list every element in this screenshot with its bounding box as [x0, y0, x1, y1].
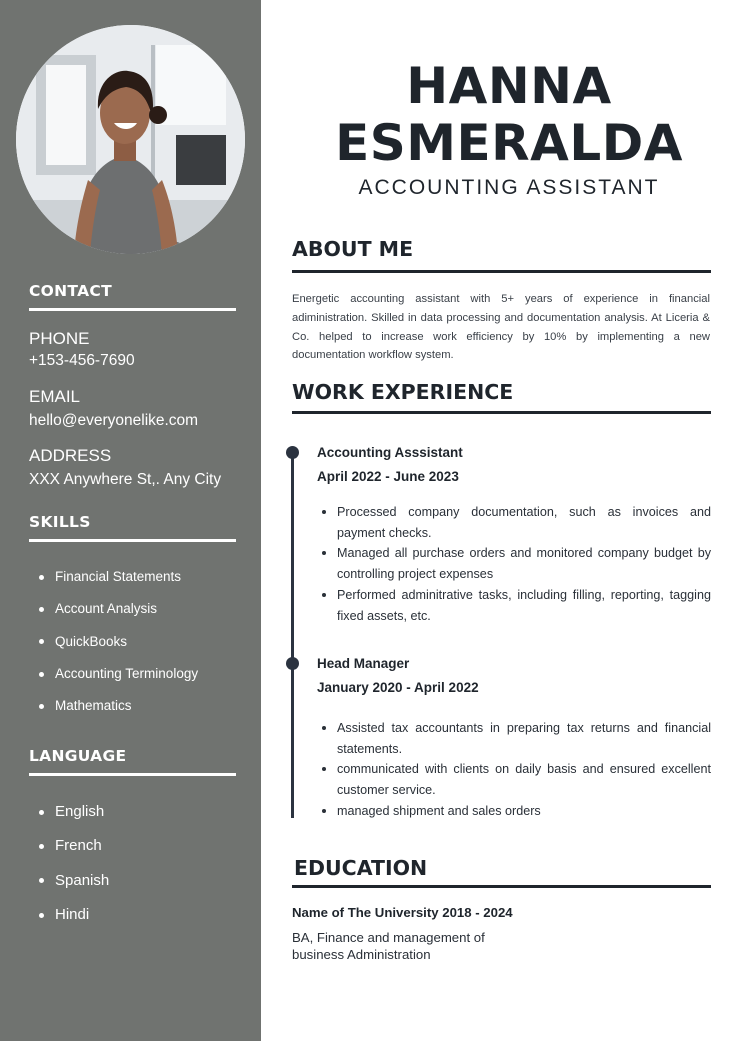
job-bullet: Performed adminitrative tasks, including filling, reporting, tagging fixed assets, etc. — [317, 585, 711, 626]
skill-item: QuickBooks — [29, 626, 198, 658]
skill-item: Mathematics — [29, 690, 198, 722]
about-divider — [292, 270, 711, 273]
skill-item: Financial Statements — [29, 561, 198, 593]
language-divider — [29, 773, 236, 776]
phone-label: PHONE — [29, 329, 90, 348]
contact-heading: CONTACT — [29, 282, 112, 300]
email-label: EMAIL — [29, 387, 81, 406]
language-item: Spanish — [29, 864, 109, 898]
job-dates: January 2020 - April 2022 — [317, 680, 479, 695]
job-title-header: ACCOUNTING ASSISTANT — [358, 176, 660, 199]
profile-photo-illustration — [16, 25, 245, 254]
timeline-dot — [286, 446, 299, 459]
education-heading: EDUCATION — [294, 856, 428, 880]
job-dates: April 2022 - June 2023 — [317, 469, 459, 484]
phone-value: +153-456-7690 — [29, 352, 135, 369]
job-bullet: Assisted tax accountants in preparing tax returns and financial statements. — [317, 718, 711, 759]
skills-heading: SKILLS — [29, 513, 91, 531]
job-bullets — [317, 718, 711, 822]
email-value: hello@everyonelike.com — [29, 412, 199, 429]
education-divider — [292, 885, 711, 888]
job-title: Head Manager — [317, 656, 410, 671]
job-bullet: managed shipment and sales orders — [317, 801, 711, 822]
about-heading: ABOUT ME — [292, 237, 414, 261]
language-heading: LANGUAGE — [29, 747, 127, 765]
profile-photo — [16, 25, 245, 254]
address-value: XXX Anywhere St,. Any City — [29, 471, 222, 488]
timeline-dot — [286, 657, 299, 670]
about-text: Energetic accounting assistant with 5+ years of experience in financial adiministration. Skilled in data processing and documentation analysis. At Liceria & Co. helped to increase work efficiency by 10% by implementing a new documentation workflow system. — [292, 293, 710, 362]
skill-item: Accounting Terminology — [29, 658, 198, 690]
job-bullets — [317, 502, 711, 626]
job-title: Accounting Asssistant — [317, 445, 463, 460]
address-label: ADDRESS — [29, 446, 112, 465]
education-degree: BA, Finance and management of business Administration — [292, 930, 485, 962]
skills-divider — [29, 539, 236, 542]
skills-list — [29, 561, 198, 722]
skill-item: Account Analysis — [29, 593, 198, 625]
language-list — [29, 795, 109, 932]
job-bullet: communicated with clients on daily basis and ensured excellent customer service. — [317, 759, 711, 800]
language-item: French — [29, 829, 109, 863]
first-name: HANNA — [406, 57, 612, 115]
education-school: Name of The University 2018 - 2024 — [292, 905, 513, 920]
experience-divider — [292, 411, 711, 414]
contact-divider — [29, 308, 236, 311]
timeline-line — [291, 452, 294, 818]
language-item: Hindi — [29, 898, 109, 932]
job-bullet: Managed all purchase orders and monitored company budget by controlling project expenses — [317, 543, 711, 584]
sidebar — [0, 0, 261, 1041]
last-name: ESMERALDA — [335, 114, 683, 172]
experience-heading: WORK EXPERIENCE — [292, 380, 514, 404]
job-bullet: Processed company documentation, such as invoices and payment checks. — [317, 502, 711, 543]
language-item: English — [29, 795, 109, 829]
